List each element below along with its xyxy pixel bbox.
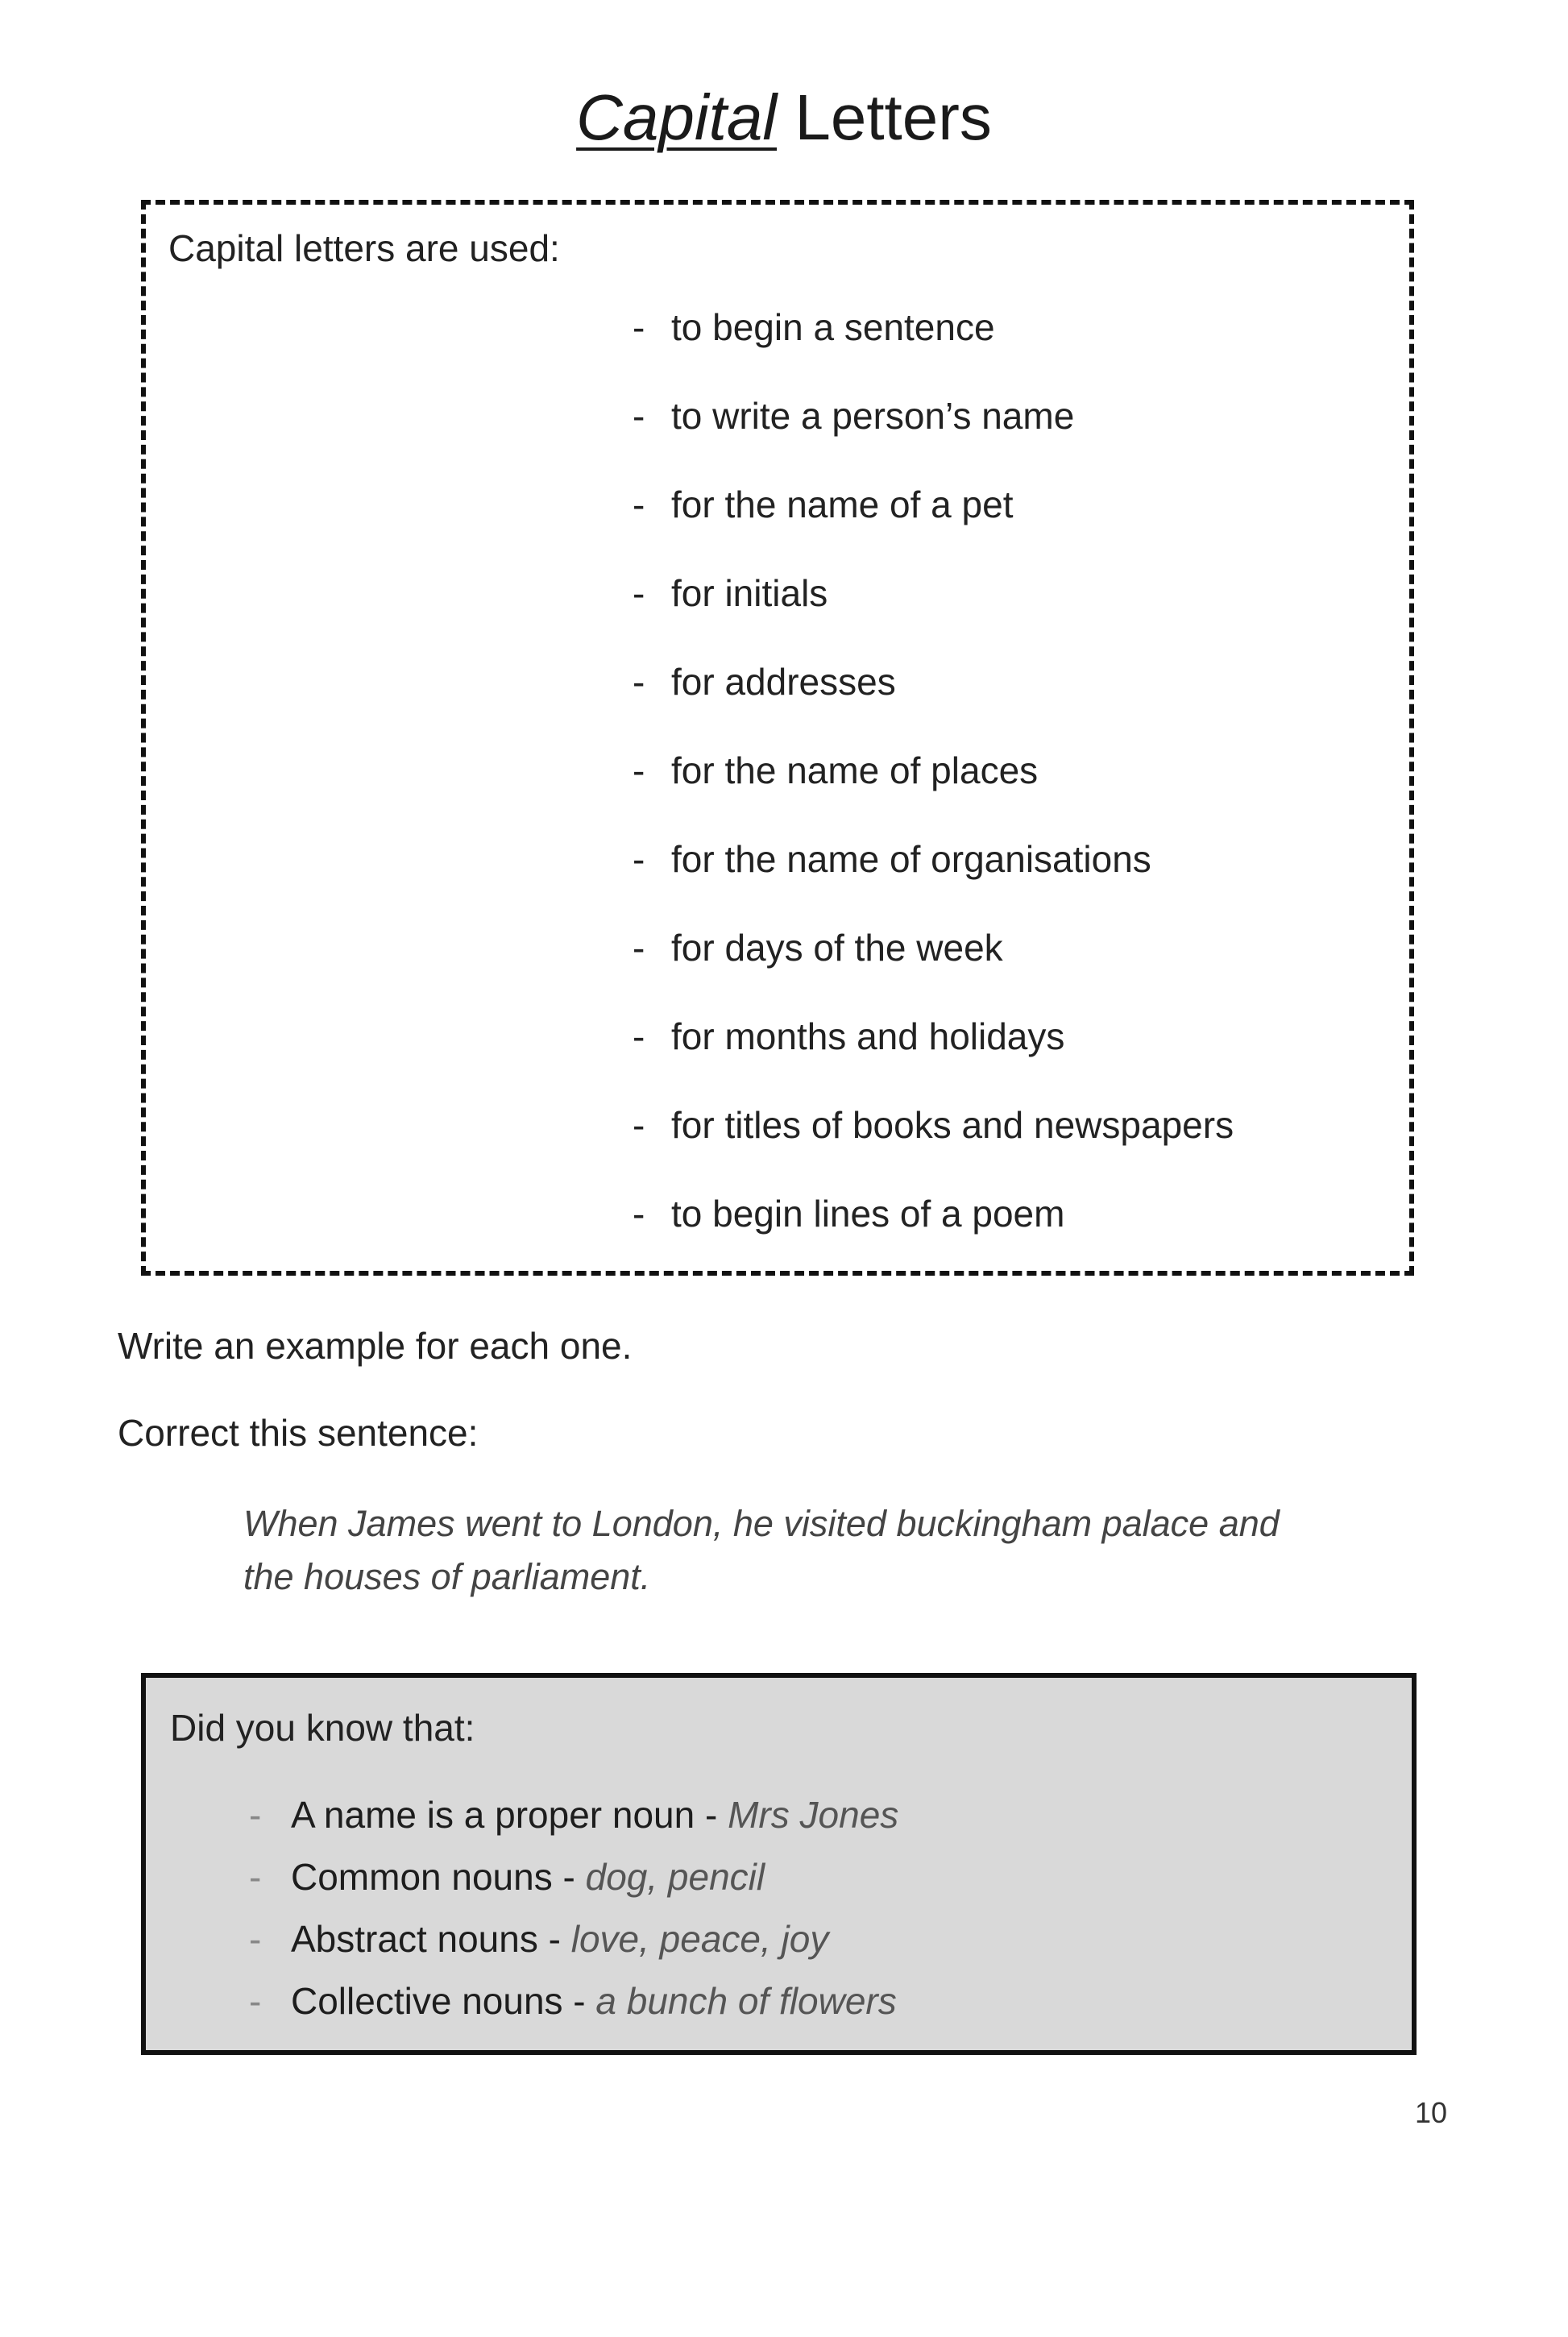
noun-fact-item: [249, 1977, 898, 2039]
rule-text: for days of the week: [671, 927, 1003, 969]
page-title-rest: Letters: [777, 81, 992, 153]
bullet-dash: -: [633, 838, 645, 880]
exercise-sentence: [243, 1497, 1388, 1604]
bullet-dash: -: [633, 484, 645, 525]
rule-item: [633, 392, 1234, 480]
rule-item: [633, 658, 1234, 746]
rules-intro: Capital letters are used:: [168, 227, 560, 269]
rule-item: [633, 746, 1234, 835]
rule-item: [633, 569, 1234, 658]
bullet-dash: -: [633, 749, 645, 791]
noun-fact-item: [249, 1853, 898, 1915]
exercise-line-1: When James went to London, he visited buckingham palace and: [243, 1503, 1280, 1544]
did-you-know-box: [141, 1673, 1417, 2055]
bullet-dash: -: [633, 1104, 645, 1146]
rule-text: for the name of organisations: [671, 838, 1151, 880]
bullet-dash: -: [249, 1856, 262, 1898]
rule-text: for titles of books and newspapers: [671, 1104, 1234, 1146]
rule-item: [633, 1101, 1234, 1189]
instruction-write-example: Write an example for each one.: [118, 1325, 633, 1367]
rule-text: to begin a sentence: [671, 306, 995, 348]
noun-fact-example: dog, pencil: [585, 1856, 765, 1898]
bullet-dash: -: [249, 1980, 262, 2022]
rule-text: for addresses: [671, 661, 896, 703]
exercise-line-2: the houses of parliament.: [243, 1556, 651, 1597]
bullet-dash: -: [633, 1193, 645, 1235]
rule-item: [633, 1012, 1234, 1101]
capital-letters-rules-box: [141, 200, 1414, 1276]
bullet-dash: -: [633, 395, 645, 437]
bullet-dash: -: [633, 927, 645, 969]
bullet-dash: -: [249, 1794, 262, 1836]
noun-fact-example: love, peace, joy: [570, 1918, 829, 1960]
bullet-dash: -: [633, 661, 645, 703]
noun-fact-term: Common nouns -: [291, 1856, 586, 1898]
noun-fact-term: Collective nouns -: [291, 1980, 596, 2022]
rule-text: for months and holidays: [671, 1015, 1065, 1057]
noun-fact-term: Abstract nouns -: [291, 1918, 571, 1960]
page-title: [0, 77, 1568, 158]
rule-item: [633, 835, 1234, 924]
rule-text: for the name of a pet: [671, 484, 1014, 525]
rule-text: to write a person’s name: [671, 395, 1075, 437]
did-you-know-heading: Did you know that:: [170, 1707, 475, 1749]
rule-item: [633, 303, 1234, 392]
rules-list: [633, 303, 1234, 1278]
noun-fact-example: Mrs Jones: [728, 1794, 899, 1836]
bullet-dash: -: [633, 1015, 645, 1057]
noun-facts-list: [249, 1791, 898, 2039]
rule-item: [633, 1189, 1234, 1278]
rule-item: [633, 480, 1234, 569]
rule-text: to begin lines of a poem: [671, 1193, 1065, 1235]
noun-fact-example: a bunch of flowers: [595, 1980, 897, 2022]
rule-text: for the name of places: [671, 749, 1039, 791]
bullet-dash: -: [633, 306, 645, 348]
rule-item: [633, 924, 1234, 1012]
page-title-emphasis: Capital: [576, 81, 778, 153]
instruction-correct-sentence: Correct this sentence:: [118, 1412, 479, 1454]
rule-text: for initials: [671, 572, 828, 614]
page-number: 10: [1414, 2096, 1447, 2129]
noun-fact-term: A name is a proper noun -: [291, 1794, 728, 1836]
noun-fact-item: [249, 1791, 898, 1853]
bullet-dash: -: [249, 1918, 262, 1960]
noun-fact-item: [249, 1915, 898, 1977]
bullet-dash: -: [633, 572, 645, 614]
